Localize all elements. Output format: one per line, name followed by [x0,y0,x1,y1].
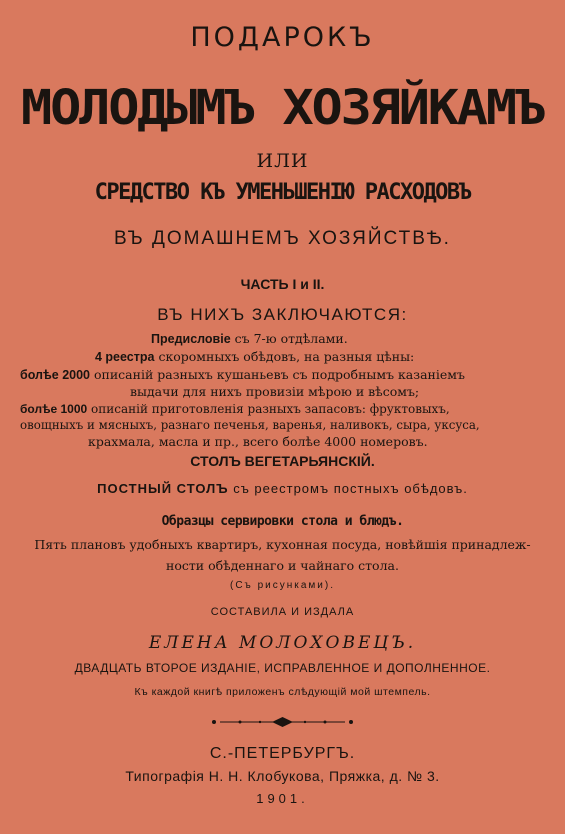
contents-line-7: крахмала, масла и пр., всего болѣе 4000 номеровъ. [88,434,428,449]
lenten-table [0,481,565,496]
title-main: МОЛОДЫМЪ ХОЗЯЙКАМЪ [21,80,544,136]
parts-label: ЧАСТЬ I и II. [240,276,325,292]
lenten-table-bold: ПОСТНЫЙ СТОЛЪ [97,481,229,496]
title-or: ИЛИ [256,150,309,172]
contents-line-2-rest: скоромныхъ обѣдовъ, на разныя цѣны: [154,349,415,364]
plans-line-2: ности обѣденнаго и чайнаго стола. [166,558,399,573]
edition-note: ДВАДЦАТЬ ВТОРОЕ ИЗДАНІЕ, ИСПРАВЛЕННОЕ И ДОПОЛНЕННОЕ. [74,661,491,675]
contents-line-5 [20,403,450,415]
contents-heading: ВЪ НИХЪ ЗАКЛЮЧАЮТСЯ: [157,305,408,324]
contents-line-4: выдачи для нихъ провизіи мѣрою и вѣсомъ; [130,384,420,399]
contents-line-1 [151,333,348,346]
year: 1901. [256,791,309,806]
city: С.-ПЕТЕРБУРГЪ. [209,745,356,762]
serving-samples: Образцы сервировки стола и блюдъ. [161,514,404,529]
lenten-table-rest: съ реестромъ постныхъ обѣдовъ. [228,481,468,496]
with-pictures: (Съ рисунками). [230,580,335,591]
title-pre: ПОДАРОКЪ [190,22,375,53]
plans-line-1: Пять плановъ удобныхъ квартиръ, кухонная посуда, новѣйшія принадлеж- [34,537,531,552]
contents-line-5-rest: описаній приготовленія разныхъ запасовъ: фруктовыхъ, [87,402,450,416]
contents-line-2 [95,351,414,364]
author-name: ЕЛЕНА МОЛОХОВЕЦЪ. [148,633,417,653]
contents-line-2-bold: 4 реестра [95,350,155,364]
contents-line-6: овощныхъ и мясныхъ, разнаго печенья, варенья, наливокъ, сыра, уксуса, [20,418,480,432]
stamp-note: Къ каждой книгѣ приложенъ слѣдующій мой штемпель. [134,686,431,698]
contents-line-3 [20,369,465,382]
subtitle-2: ВЪ ДОМАШНЕМЪ ХОЗЯЙСТВѢ. [114,228,451,249]
subtitle: СРЕДСТВО КЪ УМЕНЬШЕНІЮ РАСХОДОВЪ [94,180,471,205]
ornament-divider [210,716,355,728]
contents-line-5-bold: болѣе 1000 [20,402,88,416]
contents-line-3-rest: описаній разныхъ кушаньевъ съ подробнымъ казаніемъ [90,367,465,382]
printer: Типографія Н. Н. Клобукова, Пряжка, д. № 3. [125,768,440,784]
compiled-by: СОСТАВИЛА И ИЗДАЛА [210,606,355,618]
contents-line-1-bold: Предисловіе [151,332,231,346]
contents-line-3-bold: болѣе 2000 [20,368,91,382]
contents-line-1-rest: съ 7-ю отдѣлами. [230,331,348,346]
vegetarian-table: СТОЛЪ ВЕГЕТАРЬЯНСКІЙ. [190,453,375,469]
